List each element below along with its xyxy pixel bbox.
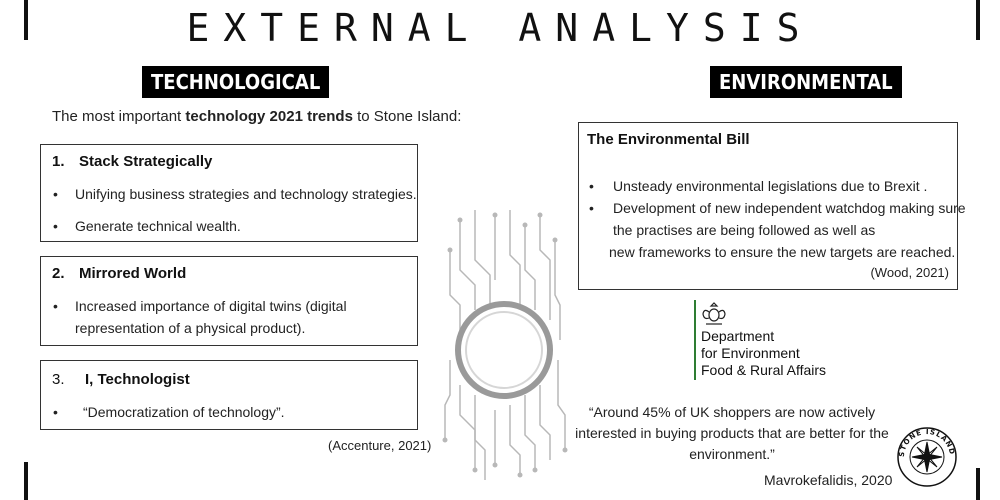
royal-crest-icon bbox=[700, 302, 728, 326]
trend-box-2: 2. Mirrored World • Increased importance of digital twins (digital representation of a physical product). bbox=[40, 256, 418, 346]
stone-island-logo bbox=[896, 426, 958, 488]
trend-title: I, Technologist bbox=[85, 371, 190, 388]
intro-bold: technology 2021 trends bbox=[185, 108, 353, 125]
defra-green-line bbox=[694, 300, 696, 380]
intro-prefix: The most important bbox=[52, 108, 186, 125]
trend-title: Stack Strategically bbox=[79, 153, 213, 170]
page-title: EXTERNAL ANALYSIS bbox=[186, 6, 814, 50]
trend-title: Mirrored World bbox=[79, 265, 187, 282]
left-edge-bar-bottom bbox=[24, 462, 28, 500]
technological-badge: TECHNOLOGICAL bbox=[142, 66, 329, 98]
wood-citation: (Wood, 2021) bbox=[870, 265, 949, 280]
shopper-quote: “Around 45% of UK shoppers are now actively interested in buying products that are better for the environment.” bbox=[575, 404, 889, 462]
intro-suffix: to Stone Island: bbox=[352, 108, 462, 125]
accenture-citation: (Accenture, 2021) bbox=[328, 438, 432, 453]
technology-intro bbox=[52, 108, 461, 125]
environmental-bill-title: The Environmental Bill bbox=[587, 131, 750, 148]
trend-number: 3. bbox=[52, 371, 65, 388]
trend-number: 2. bbox=[52, 265, 65, 282]
defra-logo bbox=[694, 300, 864, 382]
circuit-ring-graphic bbox=[440, 210, 570, 480]
trend-number: 1. bbox=[52, 153, 65, 170]
defra-org-name: Department for Environment Food & Rural Affairs bbox=[701, 328, 827, 378]
quote-author: Mavrokefalidis, 2020 bbox=[764, 472, 893, 488]
svg-text:STONE ISLAND: STONE ISLAND bbox=[897, 427, 957, 458]
right-edge-bar-bottom bbox=[976, 468, 980, 500]
environmental-badge: ENVIRONMENTAL bbox=[710, 66, 902, 98]
trend-box-3: 3. I, Technologist • “Democratization of technology”. bbox=[40, 360, 418, 430]
trend-box-1: 1. Stack Strategically • Unifying business strategies and technology strategies. • Generate technical wealth. bbox=[40, 144, 418, 242]
environmental-bill-box: The Environmental Bill • Unsteady environmental legislations due to Brexit . • Development of new independent watchdog making sure the practises are being followed as well as new frameworks to ensure the new targets are reached. (Wood, 2021) bbox=[578, 122, 958, 290]
